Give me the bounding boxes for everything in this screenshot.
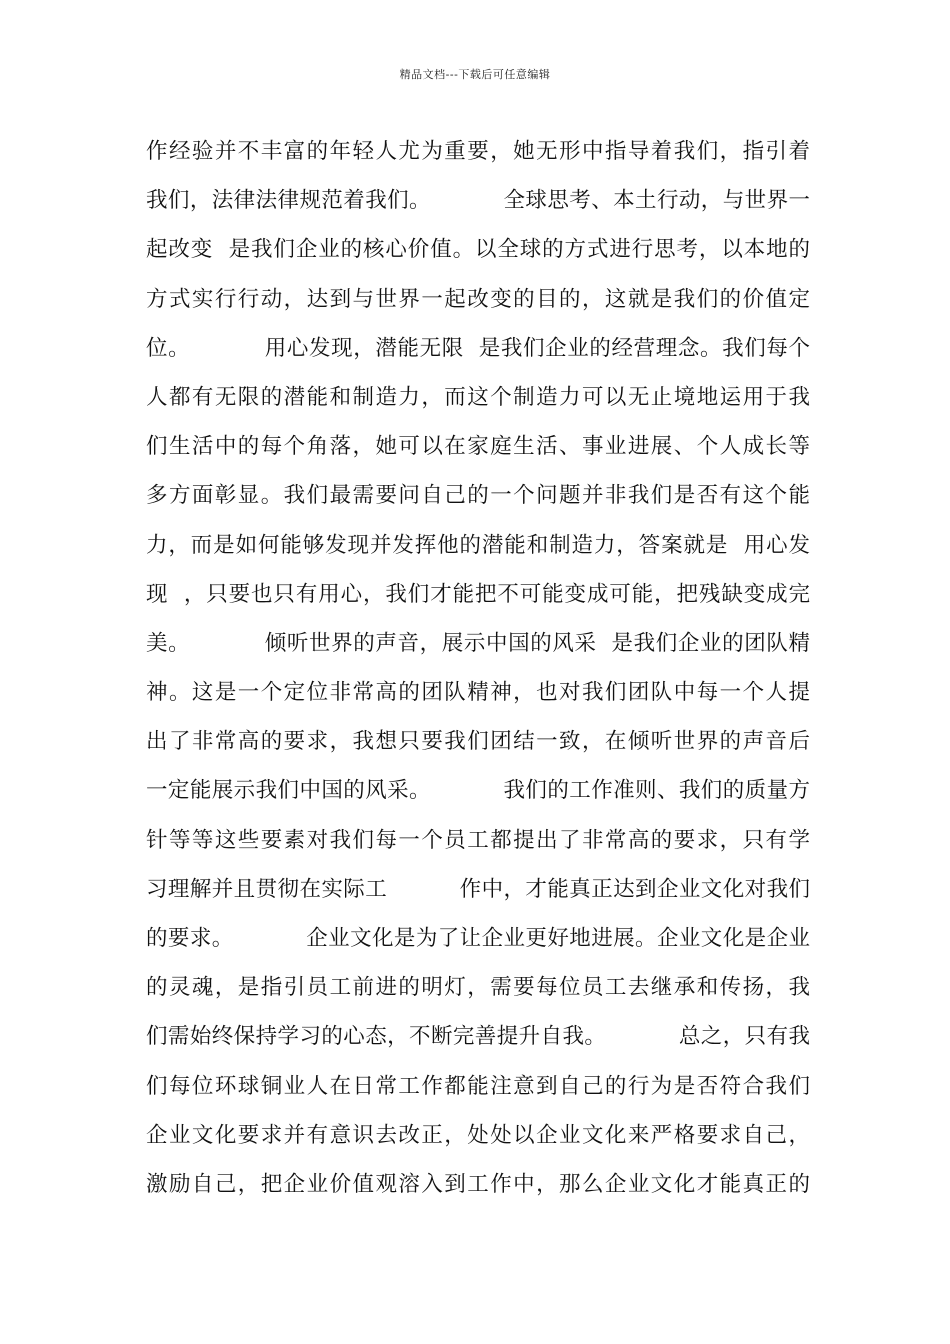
text-line: 多方面彰显。我们最需要问自己的一个问题并非我们是否有这个能 [146,483,810,509]
page-header: 精品文档---下载后可任意编辑 [399,68,551,81]
text-line: 激励自己，把企业价值观溶入到工作中，那么企业文化才能真正的 [146,1171,810,1197]
text-line: 出了非常高的要求，我想只要我们团结一致，在倾听世界的声音后 [146,729,810,755]
text-line: 美。 倾听世界的声音，展示中国的风采 是我们企业的团队精 [146,630,810,656]
text-line: 方式实行行动，达到与世界一起改变的目的，这就是我们的价值定 [146,286,810,312]
text-line: 人都有无限的潜能和制造力，而这个制造力可以无止境地运用于我 [146,384,810,410]
text-line: 起改变 是我们企业的核心价值。以全球的方式进行思考，以本地的 [146,237,810,263]
text-line: 们每位环球铜业人在日常工作都能注意到自己的行为是否符合我们 [146,1073,810,1099]
text-line: 作经验并不丰富的年轻人尤为重要，她无形中指导着我们，指引着 [146,139,810,164]
text-line: 力，而是如何能够发现并发挥他的潜能和制造力，答案就是 用心发 [146,532,810,558]
text-line: 们生活中的每个角落，她可以在家庭生活、事业进展、个人成长等 [146,434,810,460]
text-line: 位。 用心发现，潜能无限 是我们企业的经营理念。我们每个 [146,335,810,361]
text-line: 一定能展示我们中国的风采。 我们的工作准则、我们的质量方 [146,778,810,804]
text-line: 习理解并且贯彻在实际工 作中，才能真正达到企业文化对我们 [146,876,810,902]
text-line: 神。这是一个定位非常高的团队精神，也对我们团队中每一个人提 [146,680,810,706]
text-line: 我们，法律法律规范着我们。 全球思考、本土行动，与世界一 [146,188,810,214]
text-line: 的要求。 企业文化是为了让企业更好地进展。企业文化是企业 [146,926,810,951]
text-line: 的灵魂，是指引员工前进的明灯，需要每位员工去继承和传扬，我 [146,975,810,1001]
text-line: 企业文化要求并有意识去改正，处处以企业文化来严格要求自己， [146,1122,810,1148]
text-line: 现 ，只要也只有用心，我们才能把不可能变成可能，把残缺变成完 [146,581,810,607]
text-line: 们需始终保持学习的心态，不断完善提升自我。 总之，只有我 [146,1024,810,1050]
text-line: 针等等这些要素对我们每一个员工都提出了非常高的要求，只有学 [146,827,810,853]
body-paragraph [146,127,810,1209]
